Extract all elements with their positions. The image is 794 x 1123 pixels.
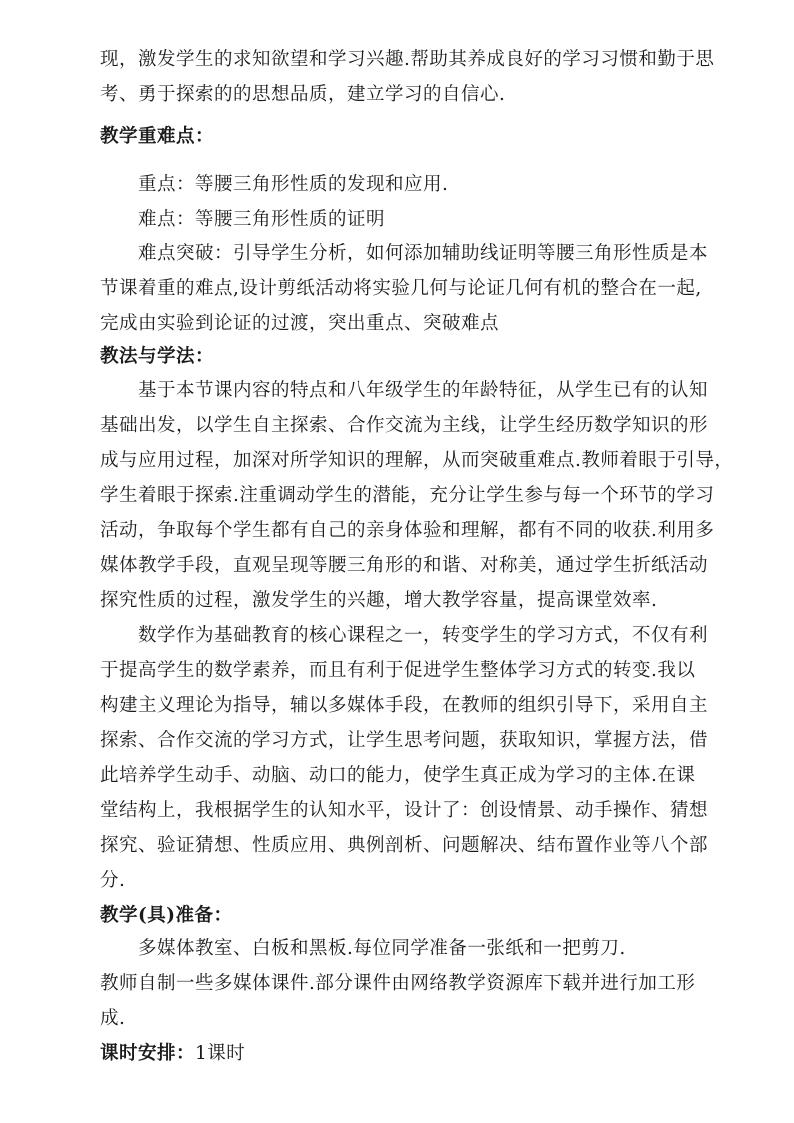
- methods-line-6: 媒体教学手段，直观呈现等腰三角形的和谐、对称美，通过学生折纸活动: [100, 555, 709, 576]
- schedule-line: [100, 1041, 710, 1067]
- methods-line-15: 分.: [100, 870, 126, 891]
- methods-line-8: 数学作为基础教育的核心课程之一，转变学生的学习方式，不仅有利: [138, 625, 709, 646]
- methods-line-2: 基础出发，以学生自主探索、合作交流为主线，让学生经历数学知识的形: [100, 415, 709, 436]
- methods-line-4: 学生着眼于探索.注重调动学生的潜能，充分让学生参与每一个环节的学习: [100, 485, 715, 506]
- preparation-line-3: 成.: [100, 1008, 126, 1029]
- preparation-heading: 教学(具)准备：: [100, 905, 233, 926]
- key-point-line-4: 节课着重的难点,设计剪纸活动将实验几何与论证几何有机的整合在一起,: [100, 278, 702, 299]
- methods-line-5: 活动，争取每个学生都有自己的亲身体验和理解，都有不同的收获.利用多: [100, 520, 715, 541]
- methods-line-9: 于提高学生的数学素养，而且有利于促进学生整体学习方式的转变.我以: [100, 660, 696, 681]
- key-point-line-3: 难点突破：引导学生分析，如何添加辅助线证明等腰三角形性质是本: [138, 243, 709, 264]
- methods-line-14: 探究、验证猜想、性质应用、典例剖析、问题解决、结布置作业等八个部: [100, 835, 709, 856]
- methods-line-3: 成与应用过程，加深对所学知识的理解，从而突破重难点.教师着眼于引导，: [100, 450, 734, 471]
- key-point-line-1: 重点：等腰三角形性质的发现和应用.: [138, 174, 449, 195]
- methods-line-1: 基于本节课内容的特点和八年级学生的年龄特征，从学生已有的认知: [138, 380, 709, 401]
- methods-line-11: 探索、合作交流的学习方式，让学生思考问题，获取知识，掌握方法，借: [100, 730, 709, 751]
- schedule-heading: 课时安排：: [100, 1043, 196, 1064]
- methods-line-12: 此培养学生动手、动脑、动口的能力，使学生真正成为学习的主体.在课: [100, 765, 696, 786]
- key-point-line-2: 难点：等腰三角形性质的证明: [138, 209, 386, 230]
- schedule-value: 1课时: [195, 1043, 246, 1064]
- preparation-line-2: 教师自制一些多媒体课件.部分课件由网络教学资源库下载并进行加工形: [100, 973, 696, 994]
- intro-line-1: 现，激发学生的求知欲望和学习兴趣.帮助其养成良好的学习习惯和勤于思: [100, 49, 715, 70]
- methods-line-7: 探究性质的过程，激发学生的兴趣，增大教学容量，提高课堂效率.: [100, 590, 658, 611]
- key-points-heading: 教学重难点：: [100, 126, 215, 147]
- key-point-line-5: 完成由实验到论证的过渡，突出重点、突破难点: [100, 313, 500, 334]
- methods-line-13: 堂结构上，我根据学生的认知水平，设计了：创设情景、动手操作、猜想: [100, 800, 709, 821]
- methods-line-10: 构建主义理论为指导，辅以多媒体手段，在教师的组织引导下，采用自主: [100, 695, 709, 716]
- methods-heading: 教法与学法：: [100, 346, 215, 367]
- intro-line-2: 考、勇于探索的的思想品质，建立学习的自信心.: [100, 84, 506, 105]
- preparation-line-1: 多媒体教室、白板和黑板.每位同学准备一张纸和一把剪刀.: [138, 938, 626, 959]
